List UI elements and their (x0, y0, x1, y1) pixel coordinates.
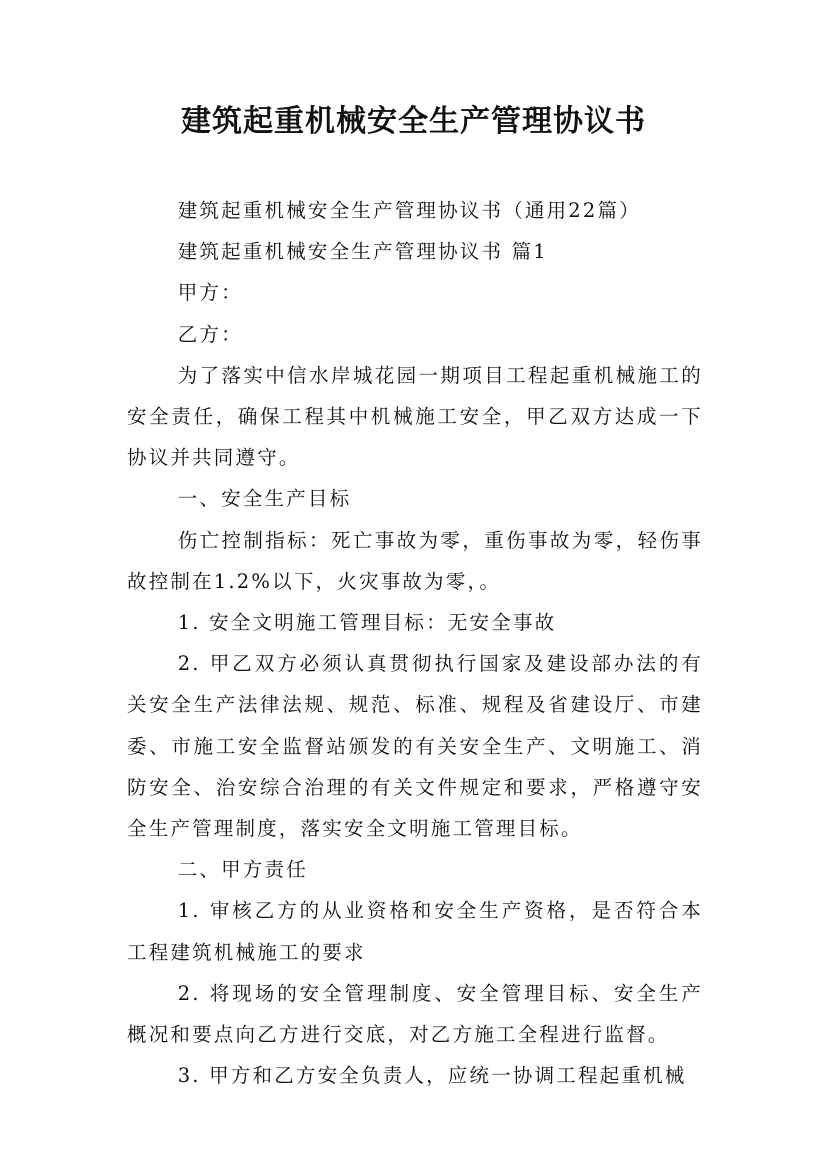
preamble-paragraph: 为了落实中信水岸城花园一期项目工程起重机械施工的安全责任，确保工程其中机械施工安全，甲乙双方达成一下协议并共同遵守。 (127, 363, 703, 470)
clause-1-paragraph: 1. 安全文明施工管理目标：无安全事故 (177, 611, 557, 635)
document-title: 建筑起重机械安全生产管理协议书 (181, 104, 646, 139)
duty-2-paragraph: 2. 将现场的安全管理制度、安全管理目标、安全生产概况和要点向乙方进行交底，对乙方施工全程进行监督。 (127, 981, 703, 1047)
subtitle-paragraph: 建筑起重机械安全生产管理协议书（通用22篇） (177, 199, 641, 222)
party-b-line: 乙方： (177, 322, 243, 346)
casualty-control-paragraph: 伤亡控制指标：死亡事故为零，重伤事故为零，轻伤事故控制在1.2%以下，火灾事故为零，。 (127, 528, 703, 593)
clause-2-paragraph: 2. 甲乙双方必须认真贯彻执行国家及建设部办法的有关安全生产法律法规、规范、标准、规程及省建设厅、市建委、市施工安全监督站颁发的有关安全生产、文明施工、消防安全、治安综合治理的有关文件规定和要求，严格遵守安全生产管理制度，落实安全文明施工管理目标。 (127, 652, 703, 841)
duty-3-paragraph: 3. 甲方和乙方安全负责人，应统一协调工程起重机械 (177, 1064, 687, 1088)
section-heading-party-a-duties: 二、甲方责任 (177, 858, 308, 882)
document-body (127, 190, 703, 1096)
party-a-line: 甲方： (177, 281, 243, 305)
section-heading-part-1: 建筑起重机械安全生产管理协议书 篇1 (177, 240, 548, 264)
section-heading-safety-goals: 一、安全生产目标 (177, 487, 352, 511)
duty-1-paragraph: 1. 审核乙方的从业资格和安全生产资格，是否符合本工程建筑机械施工的要求 (127, 899, 703, 964)
